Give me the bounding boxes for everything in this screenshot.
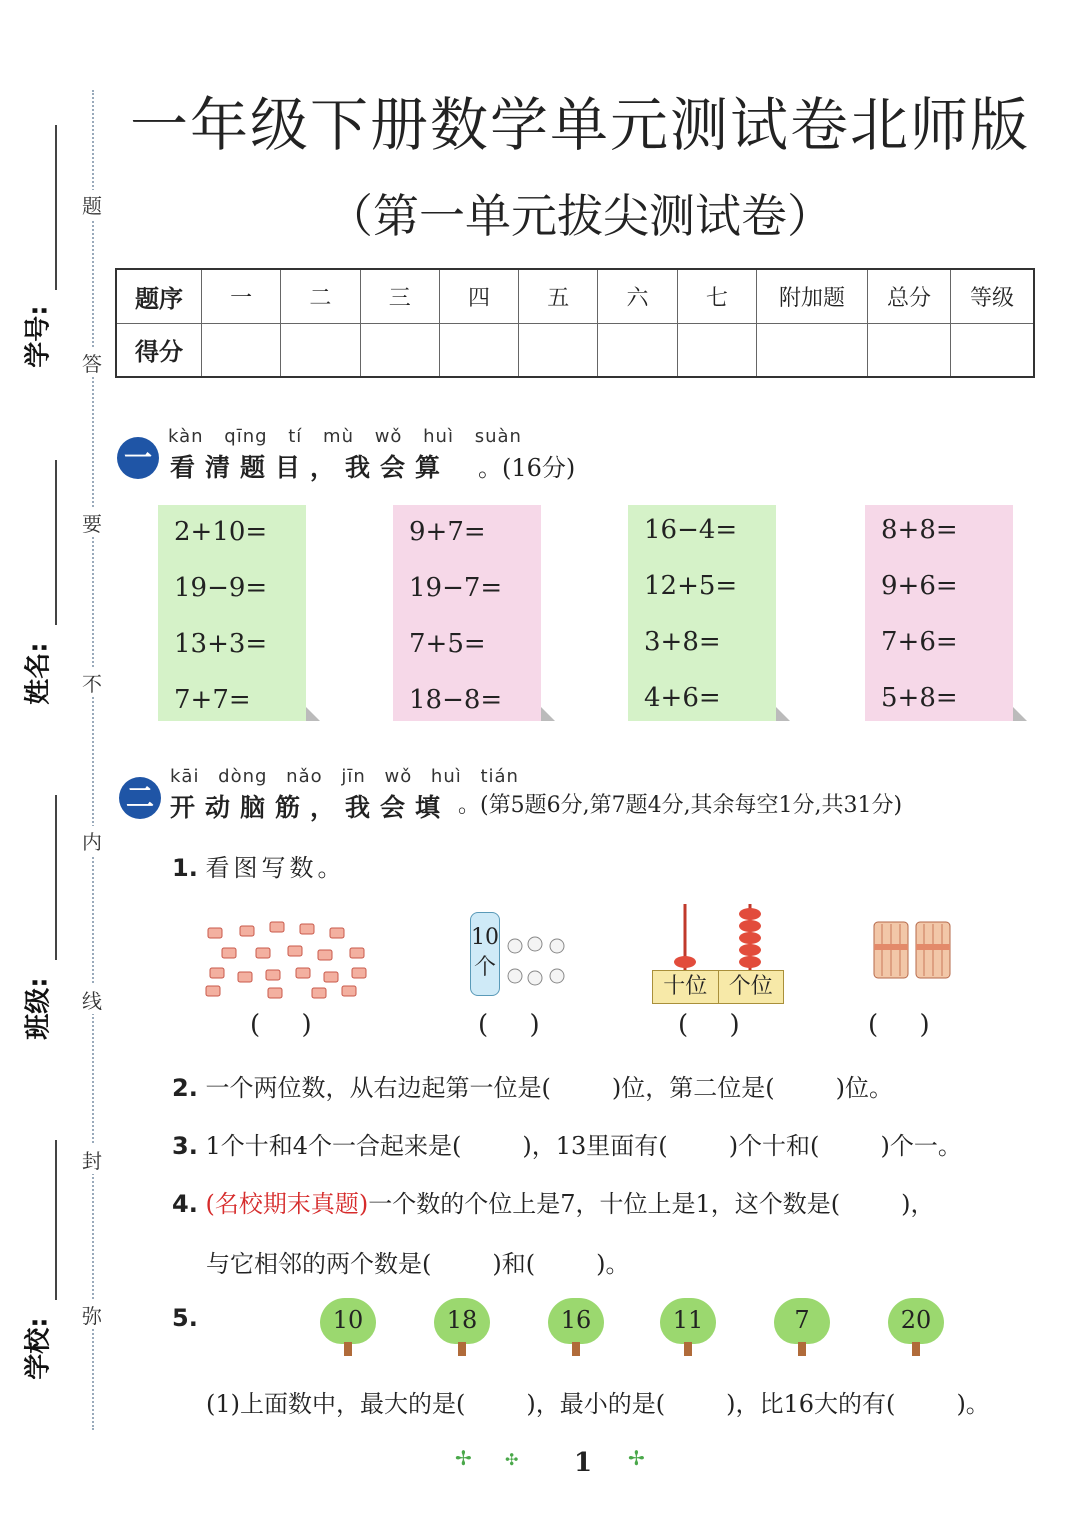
seal-char-xian: 线 [78, 985, 106, 1014]
tree-trunk [344, 1342, 352, 1356]
stick-bundles-picture [872, 918, 954, 984]
tree-trunk [572, 1342, 580, 1356]
q1-number: 1. [172, 854, 198, 882]
q1 [172, 848, 345, 883]
tree-number: 7 [794, 1306, 810, 1334]
student-number-label: 学号: [23, 305, 54, 368]
q1-answer-1[interactable]: ( ) [250, 1010, 312, 1040]
calc-item: 16−4= [644, 515, 738, 545]
tree-number: 20 [900, 1306, 932, 1334]
calc-item: 2+10= [174, 517, 268, 547]
abacus-picture [650, 900, 786, 972]
q1-answer-4[interactable]: ( ) [868, 1010, 930, 1040]
q5-sub1: (1)上面数中，最大的是( )，最小的是( )，比16大的有( )。 [206, 1390, 990, 1418]
q2-number: 2. [172, 1074, 198, 1102]
calc-item: 7+6= [881, 627, 958, 657]
score-col-4: 四 [439, 269, 518, 323]
calc-item: 3+8= [644, 627, 721, 657]
seal-char-yao: 要 [78, 508, 106, 537]
tree-trunk [798, 1342, 806, 1356]
calc-item: 8+8= [881, 515, 958, 545]
q1-answer-2[interactable]: ( ) [478, 1010, 540, 1040]
abacus-base [652, 970, 784, 1004]
tree-trunk [458, 1342, 466, 1356]
calc-item: 5+8= [881, 683, 958, 713]
abacus-tens-label: 十位 [653, 971, 719, 1003]
sprout-icon: ✢ [455, 1446, 472, 1470]
cotton-picture [505, 936, 569, 990]
score-row-header: 得分 [116, 323, 202, 377]
calc-card-1 [158, 505, 306, 721]
q4-line2: 与它相邻的两个数是( )和( )。 [206, 1250, 630, 1278]
tree-trunk [912, 1342, 920, 1356]
section2-badge: 二 [119, 777, 161, 819]
abacus-ones-label: 个位 [728, 974, 773, 999]
page-subtitle: （第一单元拔尖测试卷） [327, 189, 833, 243]
tree-trunk [684, 1342, 692, 1356]
tree-4 [660, 1298, 716, 1358]
page-number: 1 [574, 1448, 593, 1478]
score-cell[interactable] [439, 323, 518, 377]
score-table-row-header: 题序 [116, 269, 202, 323]
score-cell[interactable] [757, 323, 868, 377]
score-col-2: 二 [281, 269, 360, 323]
calc-item: 18−8= [409, 685, 503, 715]
score-cell[interactable] [677, 323, 756, 377]
card-fold [541, 707, 555, 721]
score-table [115, 268, 1035, 378]
score-col-1: 一 [202, 269, 281, 323]
calc-card-3 [628, 505, 776, 721]
card-fold [776, 707, 790, 721]
cup-text-ten: 10 [471, 925, 499, 950]
score-col-total: 总分 [868, 269, 951, 323]
q4-number: 4. [172, 1190, 198, 1218]
student-name-line [55, 460, 57, 625]
score-col-3: 三 [360, 269, 439, 323]
score-col-7: 七 [677, 269, 756, 323]
q5-number [172, 1304, 198, 1332]
calc-item: 19−9= [174, 573, 268, 603]
tree-number: 10 [332, 1306, 364, 1334]
cakes-picture [200, 918, 380, 1000]
student-number-line [55, 125, 57, 290]
calc-item: 9+6= [881, 571, 958, 601]
seal-dotted-line [92, 90, 94, 1430]
tree-number: 18 [446, 1306, 478, 1334]
tree-6 [888, 1298, 944, 1358]
seal-char-ti: 题 [78, 190, 106, 219]
page-title: 一年级下册数学单元测试卷北师版 [130, 91, 1031, 159]
calc-item: 13+3= [174, 629, 268, 659]
score-col-6: 六 [598, 269, 677, 323]
calc-item: 12+5= [644, 571, 738, 601]
tree-3 [548, 1298, 604, 1358]
calc-card-2 [393, 505, 541, 721]
school-label: 学校: [23, 1317, 54, 1380]
card-fold [306, 707, 320, 721]
score-cell[interactable] [951, 323, 1035, 377]
q3-number: 3. [172, 1132, 198, 1160]
score-cell[interactable] [360, 323, 439, 377]
class-line [55, 795, 57, 960]
calc-item: 4+6= [644, 683, 721, 713]
q4-text: 一个数的个位上是7，十位上是1，这个数是( )， [368, 1190, 935, 1218]
score-cell[interactable] [281, 323, 360, 377]
q1-answer-3[interactable]: ( ) [678, 1010, 740, 1040]
seal-char-feng: 封 [78, 1145, 106, 1174]
q2-text: 一个两位数，从右边起第一位是( )位，第二位是( )位。 [205, 1074, 893, 1102]
school-line [55, 1140, 57, 1300]
cup-text-ge: 个 [473, 955, 496, 980]
score-col-5: 五 [519, 269, 598, 323]
q4 [172, 1184, 935, 1219]
cup-picture [470, 912, 500, 996]
student-name-label: 姓名: [23, 642, 54, 705]
section2-title: 开动脑筋，我会填 [170, 793, 451, 822]
q3-text: 1个十和4个一合起来是( )，13里面有( )个十和( )个一。 [205, 1132, 962, 1160]
q3 [172, 1126, 962, 1161]
score-table-header-row [116, 269, 1034, 323]
section1-pinyin: kàn qīng tí mù wǒ huì suàn [168, 426, 522, 447]
seal-char-mi: 弥 [78, 1300, 106, 1329]
section2-points: 。(第5题6分,第7题4分,其余每空1分,共31分) [458, 793, 903, 818]
seal-char-nei: 内 [78, 826, 106, 855]
sprout-icon: ✣ [505, 1450, 519, 1469]
score-cell[interactable] [202, 323, 281, 377]
score-col-grade: 等级 [951, 269, 1035, 323]
score-cell[interactable] [868, 323, 951, 377]
score-cell[interactable] [598, 323, 677, 377]
card-fold [1013, 707, 1027, 721]
tree-1 [320, 1298, 376, 1358]
tree-number: 16 [560, 1306, 592, 1334]
sprout-icon: ✢ [628, 1446, 645, 1470]
calc-item: 9+7= [409, 517, 486, 547]
section1-points: 。(16分) [478, 454, 576, 482]
seal-char-da: 答 [78, 348, 106, 377]
class-label: 班级: [23, 977, 54, 1040]
section1-title: 看清题目，我会算 [170, 453, 451, 482]
q1-text: 看图写数。 [205, 854, 346, 882]
tree-number: 11 [672, 1306, 704, 1334]
section1-badge: 一 [117, 437, 159, 479]
score-cell[interactable] [519, 323, 598, 377]
tree-2 [434, 1298, 490, 1358]
calc-item: 7+5= [409, 629, 486, 659]
q5-number-text: 5. [172, 1304, 198, 1332]
calc-card-4 [865, 505, 1013, 721]
section2-pinyin: kāi dòng nǎo jīn wǒ huì tián [170, 766, 519, 787]
score-col-bonus: 附加题 [757, 269, 868, 323]
score-table-score-row [116, 323, 1034, 377]
q4-tag: (名校期末真题) [205, 1190, 369, 1218]
q2 [172, 1068, 893, 1103]
calc-item: 19−7= [409, 573, 503, 603]
tree-5 [774, 1298, 830, 1358]
calc-item: 7+7= [174, 685, 251, 715]
seal-char-bu: 不 [78, 668, 106, 697]
